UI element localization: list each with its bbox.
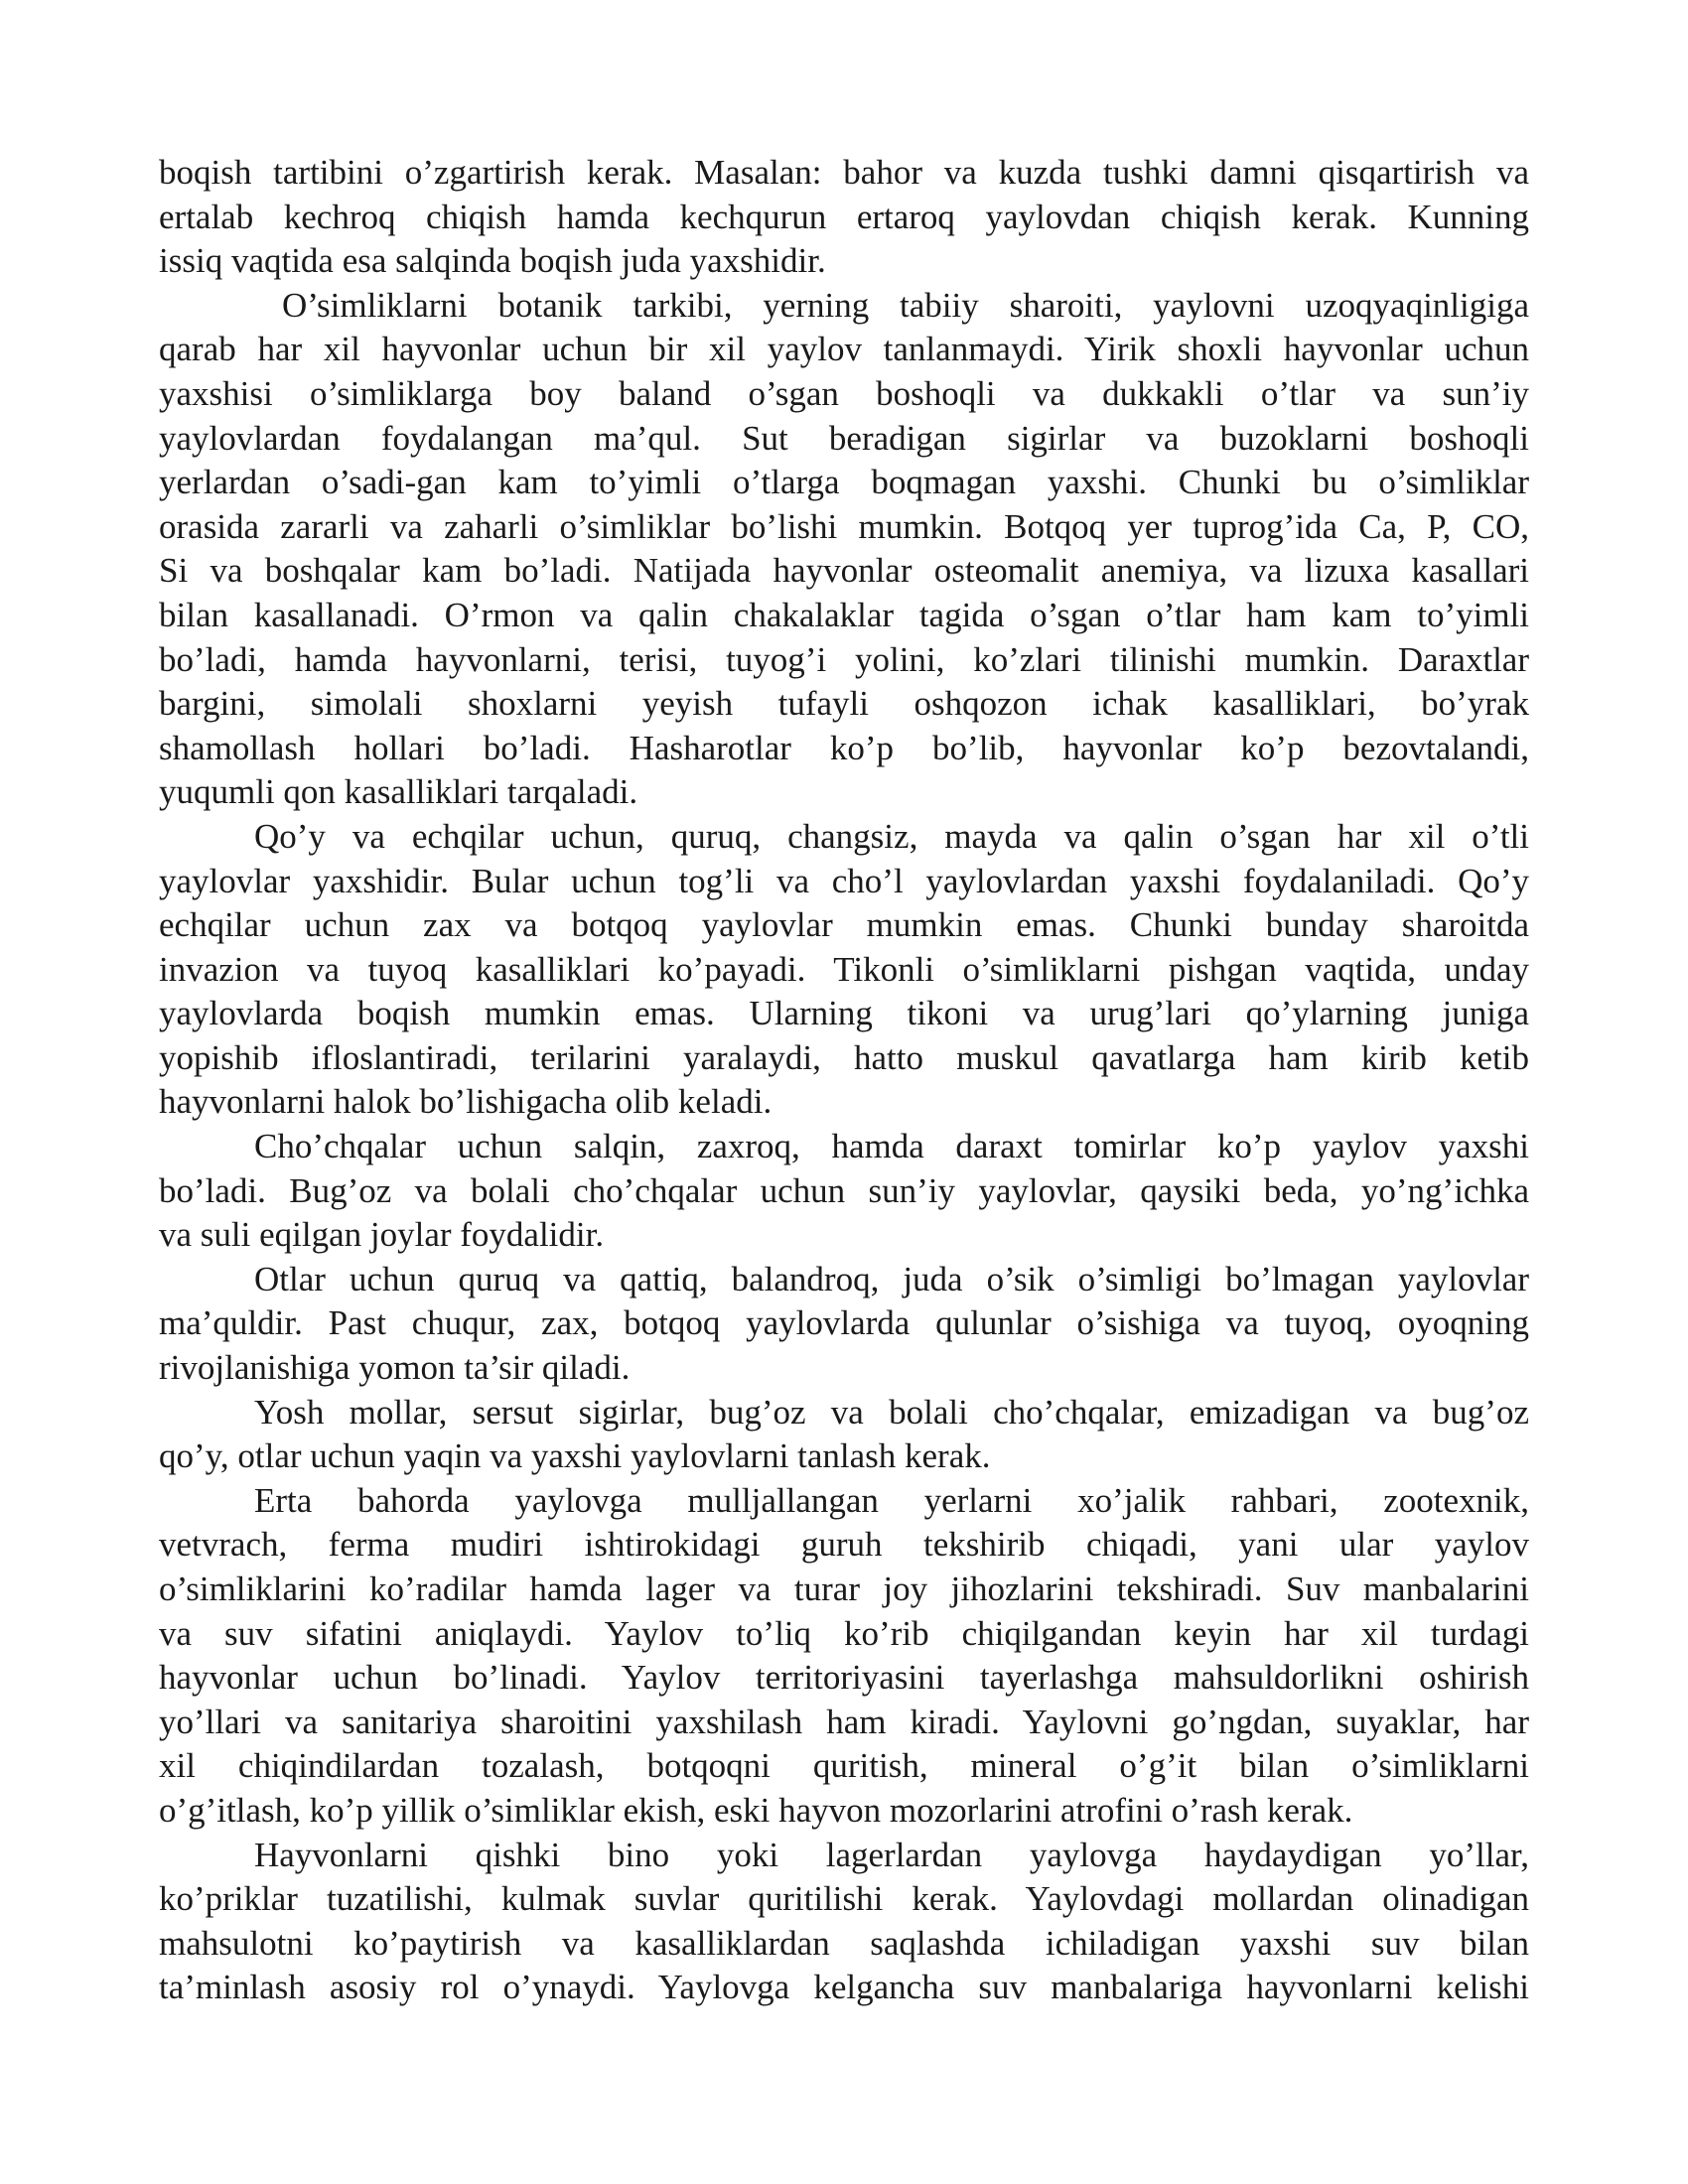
text-line: o’simliklarini ko’radilar hamda lager va turar joy jihozlarini tekshiradi. Suv manbalarini [159,1570,1529,1608]
text-line: vetvrach, ferma mudiri ishtirokidagi guruh tekshirib chiqadi, yani ular yaylov [159,1525,1529,1565]
text-line: bo’ladi. Bug’oz va bolali cho’chqalar uchun sun’iy yaylovlar, qaysiki beda, yo’ng’ichka [159,1170,1529,1210]
text-line: va suv sifatini aniqlaydi. Yaylov to’liq ko’rib chiqilgandan keyin har xil turdagi [159,1613,1529,1653]
text-line: yaylovlarda boqish mumkin emas. Ularning tikoni va urug’lari qo’ylarning juniga [159,994,1529,1033]
text-line: yerlardan o’sadi-gan kam to’yimli o’tlarga boqmagan yaxshi. Chunki bu o’simliklar [159,463,1529,502]
text-line: echqilar uchun zax va botqoq yaylovlar mumkin emas. Chunki bunday sharoitda [159,905,1529,945]
text-line: hayvonlar uchun bo’linadi. Yaylov territoriyasini tayerlashga mahsuldorlikni oshirish [159,1658,1529,1698]
text-line: Otlar uchun quruq va qattiq, balandroq, juda o’sik o’simligi bo’lmagan yaylovlar [254,1259,1529,1298]
text-line: yo’llari va sanitariya sharoitini yaxshilash ham kiradi. Yaylovni go’ngdan, suyaklar, har [159,1702,1529,1741]
text-line: issiq vaqtida esa salqinda boqish juda yaxshidir. [159,241,826,281]
text-line: O’simliklarni botanik tarkibi, yerning tabiiy sharoiti, yaylovni uzoqyaqinligiga [282,285,1529,325]
paragraph-pigs [159,1125,1529,1258]
paragraph-cattle-pastures [159,284,1529,815]
text-line: ko’priklar tuzatilishi, kulmak suvlar quritilishi kerak. Yaylovdagi mollardan olinadigan [159,1879,1529,1919]
text-line: boqish tartibini o’zgartirish kerak. Masalan: bahor va kuzda tushki damni qisqartirish va [159,153,1529,192]
text-line: rivojlanishiga yomon ta’sir qiladi. [159,1348,631,1388]
text-line: Qo’y va echqilar uchun, quruq, changsiz, mayda va qalin o’sgan har xil o’tli [254,816,1529,856]
text-line: mahsulotni ko’paytirish va kasalliklardan saqlashda ichiladigan yaxshi suv bilan [159,1923,1529,1963]
text-line: hayvonlarni halok bo’lishigacha olib keladi. [159,1082,773,1122]
paragraph-roads-water [159,1834,1529,2010]
text-line: xil chiqindilardan tozalash, botqoqni quritish, mineral o’g’it bilan o’simliklarni [159,1746,1529,1786]
text-line: Cho’chqalar uchun salqin, zaxroq, hamda daraxt tomirlar ko’p yaylov yaxshi [254,1127,1529,1166]
paragraph-sheep-goats [159,815,1529,1125]
paragraph-spring-inspection [159,1479,1529,1834]
text-line: yaxshisi o’simliklarga boy baland o’sgan boshoqli va dukkakli o’tlar va sun’iy [159,373,1529,413]
text-line: invazion va tuyoq kasalliklari ko’payadi. Tikonli o’simliklarni pishgan vaqtida, unday [159,949,1529,989]
text-line: orasida zararli va zaharli o’simliklar bo’lishi mumkin. Botqoq yer tuprog’ida Ca, P, CO, [159,506,1529,546]
text-line: bilan kasallanadi. O’rmon va qalin chakalaklar tagida o’sgan o’tlar ham kam to’yimli [159,595,1529,634]
text-line: Si va boshqalar kam bo’ladi. Natijada hayvonlar osteomalit anemiya, va lizuxa kasallari [159,551,1529,591]
text-line: Erta bahorda yaylovga mulljallangan yerlarni xo’jalik rahbari, zootexnik, [254,1480,1529,1520]
text-line: Yosh mollar, sersut sigirlar, bug’oz va bolali cho’chqalar, emizadigan va bug’oz [254,1392,1529,1432]
text-line: qo’y, otlar uchun yaqin va yaxshi yaylovlarni tanlash kerak. [159,1436,991,1476]
text-line: ertalab kechroq chiqish hamda kechqurun ertaroq yaylovdan chiqish kerak. Kunning [159,197,1529,236]
text-line: yaylovlar yaxshidir. Bular uchun tog’li va cho’l yaylovlardan yaxshi foydalaniladi. Qo’y [159,861,1529,900]
text-line: yopishib ifloslantiradi, terilarini yaralaydi, hatto muskul qavatlarga ham kirib ketib [159,1037,1529,1077]
text-line: shamollash hollari bo’ladi. Hasharotlar ko’p bo’lib, hayvonlar ko’p bezovtalandi, [159,728,1529,767]
text-line: va suli eqilgan joylar foydalidir. [159,1215,605,1255]
text-line: ma’quldir. Past chuqur, zax, botqoq yaylovlarda qulunlar o’sishiga va tuyoq, oyoqning [159,1303,1529,1343]
text-line: bargini, simolali shoxlarni yeyish tufayli oshqozon ichak kasalliklari, bo’yrak [159,684,1529,724]
paragraph-horses [159,1258,1529,1391]
text-line: bo’ladi, hamda hayvonlarni, terisi, tuyog’i yolini, ko’zlari tilinishi mumkin. Daraxtlar [159,639,1529,679]
text-line: qarab har xil hayvonlar uchun bir xil yaylov tanlanmaydi. Yirik shoxli hayvonlar uchun [159,330,1529,369]
text-line: ta’minlash asosiy rol o’ynaydi. Yaylovga kelgancha suv manbalariga hayvonlarni kelishi [159,1968,1529,2007]
document-page [159,151,1529,2010]
paragraph-young-stock [159,1391,1529,1479]
text-line: yuqumli qon kasalliklari tarqaladi. [159,772,638,812]
text-line: Hayvonlarni qishki bino yoki lagerlardan yaylovga haydaydigan yo’llar, [254,1835,1529,1874]
text-line: yaylovlardan foydalangan ma’qul. Sut beradigan sigirlar va buzoklarni boshoqli [159,418,1529,458]
text-line: o’g’itlash, ko’p yillik o’simliklar ekish, eski hayvon mozorlarini atrofini o’rash kerak. [159,1790,1353,1830]
paragraph-grazing-schedule [159,151,1529,284]
